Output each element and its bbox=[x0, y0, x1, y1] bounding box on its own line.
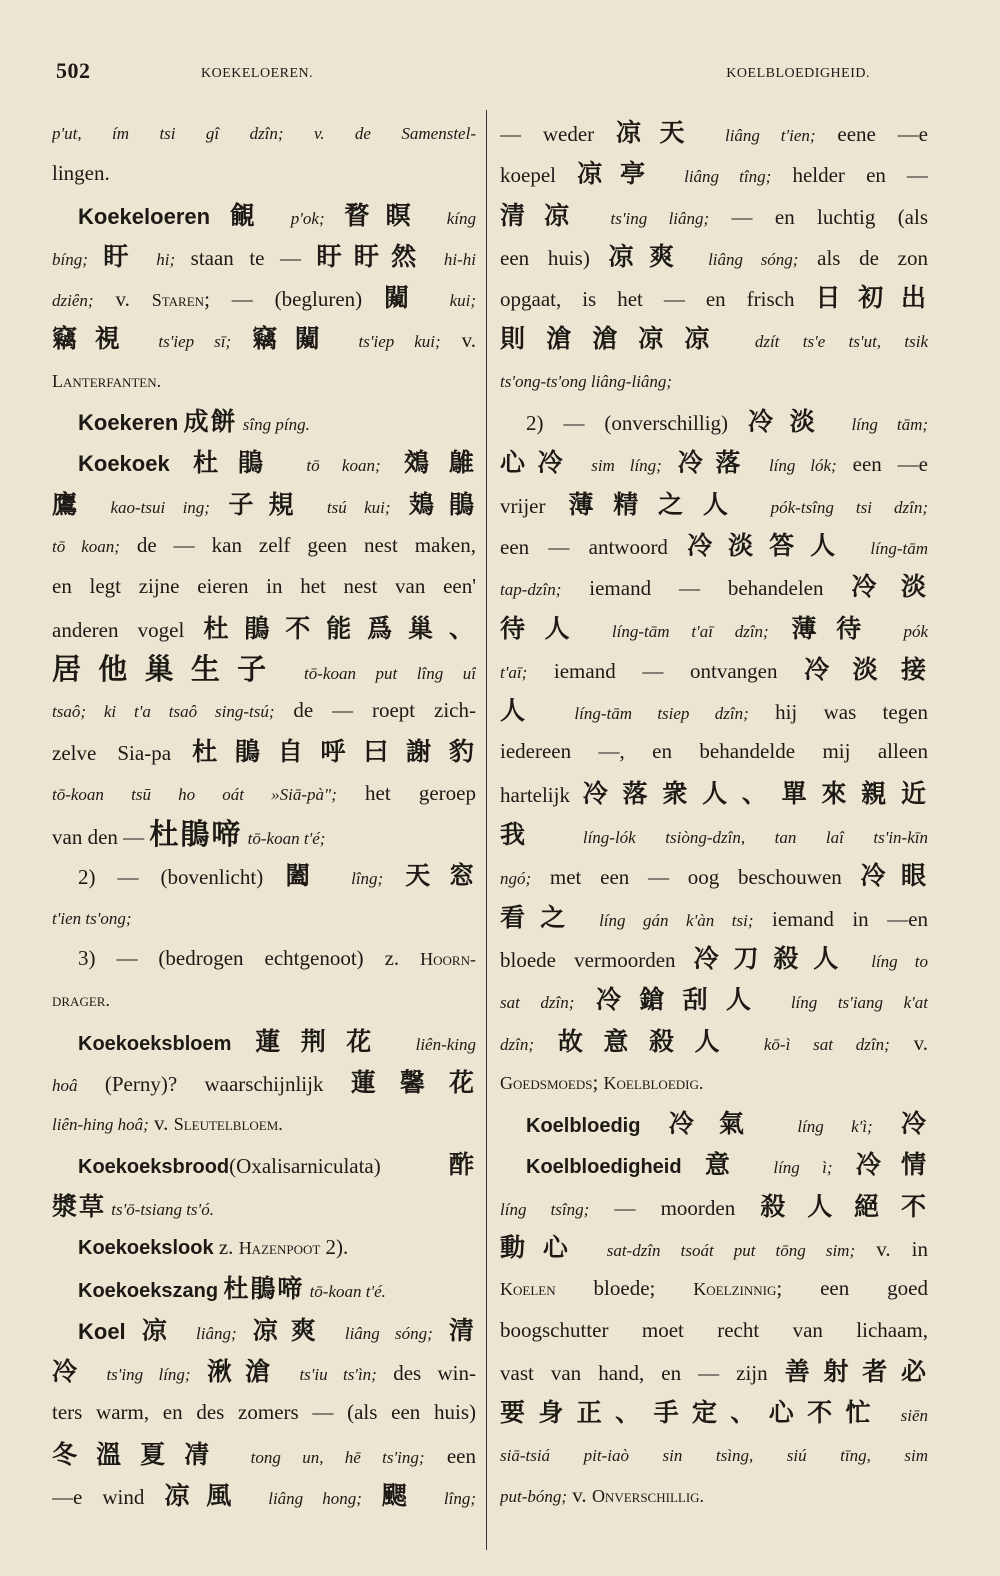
text-run: p'ut, ím tsi gî dzîn; v. de Samenstel- bbox=[52, 124, 476, 143]
text-run: liâng sóng; bbox=[344, 1323, 433, 1343]
text-run: ters warm, en des zomers — (als een huis) bbox=[52, 1400, 476, 1425]
text-line bbox=[52, 525, 476, 566]
text-line bbox=[500, 897, 928, 938]
text-run: een — antwoord bbox=[500, 534, 668, 559]
text-line bbox=[500, 442, 928, 483]
text-run: líng to bbox=[871, 951, 928, 971]
entry-koekeren bbox=[52, 401, 476, 442]
text-line bbox=[52, 236, 476, 277]
text-line bbox=[500, 979, 928, 1020]
text-run: Koelbloedig. bbox=[603, 1072, 704, 1093]
text-run: 天窓 bbox=[405, 861, 476, 891]
text-run: 闔 bbox=[285, 861, 330, 891]
text-run: kíng bbox=[446, 208, 476, 228]
text-line bbox=[52, 318, 476, 359]
text-run: liâng sóng; bbox=[708, 249, 799, 269]
text-run: líng ì; bbox=[773, 1158, 833, 1178]
entry-koekoek bbox=[52, 442, 476, 483]
text-run: 冷落衆人、單來親近 bbox=[569, 778, 928, 808]
text-line bbox=[52, 649, 476, 690]
text-line bbox=[500, 401, 928, 442]
text-run: met een — oog beschouwen bbox=[549, 865, 842, 890]
text-run: ngó; bbox=[500, 869, 532, 889]
text-run: Lanterfanten. bbox=[52, 370, 162, 391]
text-run: 冷 bbox=[52, 1356, 91, 1386]
text-run: een —e bbox=[852, 452, 928, 477]
text-line bbox=[500, 814, 928, 855]
text-run: kō-ì sat dzîn; bbox=[763, 1034, 890, 1054]
text-run: ts'iu ts'ìn; bbox=[299, 1364, 377, 1384]
text-run: 漿草 bbox=[52, 1191, 107, 1221]
text-run: bloede vermoorden bbox=[500, 947, 676, 972]
text-line bbox=[52, 1392, 476, 1433]
text-line bbox=[52, 897, 476, 938]
text-run: tō-koan tsū ho oát »Siā-pà"; bbox=[52, 784, 337, 804]
text-run: 居他巢生子 bbox=[52, 651, 284, 686]
text-run: boogschutter moet recht van lichaam, bbox=[500, 1317, 928, 1342]
entry-koekoekszang bbox=[52, 1268, 476, 1309]
text-line bbox=[500, 525, 928, 566]
entry-koekeloeren bbox=[52, 195, 476, 236]
text-run: 颸 bbox=[381, 1480, 424, 1510]
text-run: 瞀瞑 bbox=[344, 200, 428, 230]
text-run: 2) — (bovenlicht) bbox=[78, 865, 264, 890]
text-line bbox=[52, 1434, 476, 1475]
text-line bbox=[500, 1186, 928, 1227]
text-run: tong un, hē ts'ing; bbox=[250, 1447, 425, 1467]
text-run: t'ien ts'ong; bbox=[52, 908, 132, 928]
text-run: 冷鎗刮人 bbox=[595, 985, 770, 1015]
text-run: 凉 bbox=[141, 1315, 180, 1345]
text-run: kui; bbox=[449, 291, 476, 311]
text-run: liâng tîng; bbox=[684, 167, 772, 187]
text-line bbox=[500, 484, 928, 525]
text-line bbox=[500, 731, 928, 772]
text-run: 動心 bbox=[500, 1233, 586, 1263]
text-run: líng tsîng; bbox=[500, 1199, 590, 1219]
text-run: tsú kui; bbox=[326, 497, 391, 517]
right-running-title: KOELBLOEDIGHEID. bbox=[726, 66, 870, 81]
text-run: ts'ing liâng; bbox=[610, 208, 710, 228]
headword: Koekoeksbloem bbox=[78, 1032, 232, 1055]
text-run: 心冷 bbox=[500, 448, 576, 478]
text-run: 冷眼 bbox=[860, 861, 928, 891]
text-line bbox=[500, 1351, 928, 1392]
text-run: 冷淡 bbox=[748, 407, 832, 437]
text-run: ; een goed bbox=[776, 1276, 928, 1301]
text-run: siā-tsiá pit-iaò sin tsìng, siú tīng, sim bbox=[500, 1445, 928, 1465]
text-run: 冷刀殺人 bbox=[693, 943, 854, 973]
text-line bbox=[52, 566, 476, 607]
entry-koelbloedig bbox=[500, 1103, 928, 1144]
text-run: put-bóng; bbox=[500, 1486, 568, 1506]
headword: Koekoekszang bbox=[78, 1280, 219, 1303]
headword: Koekeren bbox=[78, 410, 179, 436]
text-line bbox=[500, 649, 928, 690]
text-run: siēn bbox=[900, 1406, 928, 1426]
text-run: 人 bbox=[500, 696, 549, 726]
text-run: líng lók; bbox=[768, 456, 837, 476]
text-run: sat dzîn; bbox=[500, 993, 575, 1013]
text-run: líng-tām t'aī dzîn; bbox=[611, 621, 769, 641]
text-line bbox=[52, 112, 476, 153]
text-run: 盱 bbox=[103, 241, 141, 271]
entry-koekoeksbrood bbox=[52, 1144, 476, 1185]
text-run: 清 bbox=[448, 1315, 476, 1345]
text-run: 凉風 bbox=[164, 1480, 249, 1510]
text-line bbox=[500, 277, 928, 318]
text-run: 杜鵑啼 bbox=[149, 817, 243, 852]
text-run: v. bbox=[154, 1111, 169, 1136]
text-run: líng tām; bbox=[851, 415, 928, 435]
headword: Koekoeksbrood bbox=[78, 1156, 230, 1179]
text-run: Onverschillig. bbox=[591, 1485, 705, 1506]
text-run: Goedsmoeds bbox=[500, 1072, 593, 1093]
text-run: kao-tsui ing; bbox=[110, 497, 210, 517]
text-line bbox=[500, 855, 928, 896]
entry-koel bbox=[52, 1310, 476, 1351]
text-run: líng gán k'àn tsi; bbox=[599, 910, 754, 930]
text-run: 子規 bbox=[228, 489, 309, 519]
text-run: hi-hi bbox=[443, 249, 476, 269]
text-run: 3) — (bedrogen echtgenoot) z. bbox=[78, 945, 400, 970]
text-run: een bbox=[446, 1443, 476, 1468]
text-run: 蓮馨花 bbox=[350, 1067, 476, 1097]
text-run: 薄精之人 bbox=[568, 489, 748, 519]
text-run: hij was tegen bbox=[775, 700, 928, 725]
text-line bbox=[52, 1351, 476, 1392]
text-line bbox=[500, 1227, 928, 1268]
text-run: — moorden bbox=[614, 1195, 736, 1220]
text-run: tō-koan t'é; bbox=[247, 829, 326, 849]
text-run: Koelen bbox=[500, 1279, 556, 1300]
left-running-title: KOEKELOEREN. bbox=[201, 66, 314, 81]
text-run: t'aī; bbox=[500, 662, 528, 682]
text-run: liâng; bbox=[196, 1323, 237, 1343]
text-run: 鷹 bbox=[52, 489, 93, 519]
text-line bbox=[52, 855, 476, 896]
text-run: ts'ō-tsiang ts'ó. bbox=[111, 1199, 214, 1219]
text-run: —e wind bbox=[52, 1484, 145, 1509]
text-run: tō-koan t'é. bbox=[309, 1282, 386, 1302]
text-run: 凉天 bbox=[615, 118, 704, 147]
text-run: 冷 bbox=[901, 1109, 928, 1139]
text-run: v. bbox=[461, 328, 476, 353]
text-run: ts'iep sī; bbox=[158, 332, 232, 352]
text-run: 薄待 bbox=[791, 613, 881, 643]
text-run: ts'ong-ts'ong liâng-liâng; bbox=[500, 371, 673, 391]
text-line bbox=[52, 773, 476, 814]
text-run: tō-koan put lîng uî bbox=[304, 663, 476, 683]
text-line bbox=[500, 1475, 928, 1516]
text-line bbox=[52, 277, 476, 318]
text-line bbox=[52, 731, 476, 772]
text-line bbox=[52, 153, 476, 194]
text-run: vast van hand, en — zijn bbox=[500, 1360, 768, 1385]
text-run: liâng hong; bbox=[268, 1488, 362, 1508]
text-run: als de zon bbox=[817, 245, 928, 270]
text-run: helder en — bbox=[792, 163, 928, 188]
text-run: 冷淡答人 bbox=[687, 530, 852, 560]
text-run: ts'ing líng; bbox=[106, 1364, 191, 1384]
text-line bbox=[52, 938, 476, 979]
text-run: líng-tām bbox=[870, 538, 928, 558]
text-run: vrijer bbox=[500, 493, 546, 518]
text-line bbox=[500, 360, 928, 401]
text-line bbox=[500, 318, 928, 359]
text-run: tsaô; ki t'a tsaô sing-tsú; bbox=[52, 702, 275, 722]
text-run: ; — (begluren) bbox=[204, 287, 363, 312]
text-line bbox=[500, 938, 928, 979]
headword: Koekoekslook bbox=[78, 1237, 214, 1260]
text-run: — en luchtig (als bbox=[731, 204, 928, 229]
text-line bbox=[500, 1434, 928, 1475]
text-line bbox=[500, 1021, 928, 1062]
text-line bbox=[52, 979, 476, 1020]
text-run: 竊闚 bbox=[252, 324, 338, 354]
text-run: iedereen —, en behandelde mij alleen bbox=[500, 739, 928, 764]
text-run: 湫滄 bbox=[206, 1356, 284, 1386]
text-run: 杜鵑啼 bbox=[223, 1274, 305, 1304]
text-run: 冷情 bbox=[855, 1150, 928, 1180]
text-run: (Perny)? waarschijnlijk bbox=[104, 1071, 324, 1096]
text-run: 闚 bbox=[384, 283, 428, 313]
text-run: líng ts'iang k'at bbox=[790, 993, 928, 1013]
text-run: zelve Sia-pa bbox=[52, 741, 172, 766]
text-run: hartelijk bbox=[500, 782, 570, 807]
text-run: staan te — bbox=[190, 245, 302, 270]
text-run: 意 bbox=[704, 1150, 751, 1180]
text-run: sim líng; bbox=[591, 456, 662, 476]
text-run: sat-dzîn tsoát put tōng sim; bbox=[606, 1241, 856, 1261]
text-run: 凉爽 bbox=[608, 241, 690, 271]
text-run: dzít ts'e ts'ut, tsik bbox=[754, 332, 928, 352]
text-run: bíng; bbox=[52, 249, 88, 269]
text-run: Sleutelbloem. bbox=[173, 1114, 283, 1135]
text-run: 凉亭 bbox=[577, 159, 663, 189]
text-line bbox=[500, 608, 928, 649]
text-run: lîng; bbox=[351, 869, 384, 889]
text-run: 故意殺人 bbox=[557, 1026, 741, 1056]
text-run: 要身正、手定、心不忙 bbox=[500, 1398, 884, 1428]
entry-koekoeksbloem bbox=[52, 1021, 476, 1062]
text-run: dzîn; bbox=[500, 1034, 534, 1054]
text-run: sîng píng. bbox=[242, 415, 310, 435]
text-run: 日初出 bbox=[815, 283, 928, 313]
text-run: Koelzinnig bbox=[693, 1279, 777, 1300]
left-column bbox=[52, 112, 476, 1552]
text-run: 冬溫夏凊 bbox=[52, 1439, 229, 1469]
text-run: tō koan; bbox=[52, 536, 120, 556]
text-run: 竊視 bbox=[52, 324, 138, 354]
text-run: — weder bbox=[500, 122, 595, 146]
text-run: opgaat, is het — en frisch bbox=[500, 287, 795, 312]
text-run: líng-lók tsiòng-dzîn, tan laî ts'in-kīn bbox=[582, 828, 928, 848]
text-run: een huis) bbox=[500, 245, 590, 270]
text-line bbox=[52, 360, 476, 401]
text-run: 杜鵑 bbox=[193, 448, 284, 478]
text-line bbox=[500, 153, 928, 194]
text-run: van den — bbox=[52, 825, 145, 850]
text-run: hoâ bbox=[52, 1075, 78, 1095]
text-line bbox=[52, 1186, 476, 1227]
text-line bbox=[500, 195, 928, 236]
text-run: iemand in —en bbox=[772, 906, 928, 931]
text-line bbox=[500, 236, 928, 277]
text-run: 冷落 bbox=[677, 448, 754, 478]
text-run: 看之 bbox=[500, 902, 581, 932]
text-line bbox=[500, 1392, 928, 1433]
text-line bbox=[500, 1310, 928, 1351]
text-run: 待人 bbox=[500, 613, 590, 643]
text-run: de — roept zich- bbox=[293, 698, 476, 723]
text-run: v. bbox=[115, 287, 130, 312]
text-line bbox=[500, 112, 928, 153]
text-run: v. bbox=[913, 1030, 928, 1055]
text-run: (Oxalisarniculata) bbox=[229, 1154, 381, 1179]
headword: Koekoek bbox=[78, 451, 170, 477]
text-line bbox=[52, 1475, 476, 1516]
text-line bbox=[500, 690, 928, 731]
text-run: 則滄滄凉凉 bbox=[500, 324, 731, 354]
text-line bbox=[52, 690, 476, 731]
text-run: 杜鵑自呼曰謝豹 bbox=[192, 737, 476, 767]
text-run: liên-hing hoâ; bbox=[52, 1115, 149, 1135]
text-run: 2) — (onverschillig) bbox=[526, 411, 729, 436]
text-run: eene —e bbox=[837, 122, 928, 146]
running-header bbox=[56, 58, 930, 98]
headword: Koelbloedigheid bbox=[526, 1156, 682, 1179]
text-run: pók bbox=[903, 621, 928, 641]
text-run: liên-king bbox=[415, 1034, 476, 1054]
entry-koekoekslook bbox=[52, 1227, 476, 1268]
text-run: 凉爽 bbox=[252, 1315, 329, 1345]
text-run: des win- bbox=[393, 1360, 476, 1385]
text-line bbox=[52, 608, 476, 649]
text-line bbox=[500, 1268, 928, 1309]
text-run: de — kan zelf geen nest maken, bbox=[136, 532, 476, 557]
headword: Koelbloedig bbox=[526, 1115, 641, 1138]
text-run: 盱盱然 bbox=[316, 241, 429, 271]
text-run: 杜鵑不能爲巢、 bbox=[203, 613, 476, 643]
text-run: liâng t'ien; bbox=[724, 126, 816, 145]
text-run: iemand — behandelen bbox=[589, 576, 824, 601]
text-run: líng-tām tsiep dzîn; bbox=[574, 704, 749, 724]
text-run: koepel bbox=[500, 163, 556, 188]
text-line bbox=[500, 566, 928, 607]
text-run: bloede; bbox=[593, 1276, 656, 1301]
text-run: 冷氣 bbox=[668, 1109, 769, 1139]
page-number: 502 bbox=[56, 58, 91, 83]
entry-koelbloedigheid bbox=[500, 1144, 928, 1185]
text-run: tap-dzîn; bbox=[500, 580, 562, 600]
text-run: 冷淡接 bbox=[804, 654, 928, 684]
text-run: lîng; bbox=[443, 1488, 476, 1508]
text-run: 我 bbox=[500, 820, 553, 850]
text-run: het geroep bbox=[365, 780, 476, 805]
text-run: líng k'ì; bbox=[797, 1117, 873, 1137]
text-run: 殺人絕不 bbox=[760, 1191, 928, 1221]
headword: Koekeloeren bbox=[78, 203, 211, 229]
text-run: lingen. bbox=[52, 161, 110, 186]
text-run: 鳷鵑 bbox=[408, 489, 476, 519]
text-run: 成餅 bbox=[183, 407, 238, 437]
text-run: v. in bbox=[876, 1237, 928, 1262]
text-run: z. bbox=[218, 1235, 234, 1260]
text-run: ts'iep kui; bbox=[358, 332, 441, 352]
text-run: 覦 bbox=[229, 200, 272, 230]
text-run: 鵁鵻 bbox=[403, 448, 476, 478]
text-run: 清凉 bbox=[500, 200, 589, 230]
right-column bbox=[500, 112, 928, 1552]
text-line bbox=[500, 773, 928, 814]
text-run: dziên; bbox=[52, 291, 94, 311]
text-run: p'ok; bbox=[290, 208, 325, 228]
text-run: Hazenpoot bbox=[238, 1238, 321, 1259]
text-line bbox=[52, 484, 476, 525]
text-run: 2). bbox=[325, 1235, 349, 1260]
text-run: Staren bbox=[151, 290, 205, 311]
text-line bbox=[52, 1062, 476, 1103]
text-run: 蓮荆花 bbox=[255, 1026, 392, 1056]
text-run: iemand — ontvangen bbox=[553, 658, 778, 683]
text-run: pók-tsîng tsi dzîn; bbox=[770, 497, 928, 517]
text-run: 冷淡 bbox=[851, 572, 928, 602]
text-run: 酢 bbox=[380, 1150, 476, 1180]
text-run: hi; bbox=[156, 249, 176, 269]
text-line bbox=[52, 1103, 476, 1144]
text-line bbox=[52, 814, 476, 855]
headword: Koel bbox=[78, 1318, 126, 1344]
text-run: Hoorn- bbox=[420, 948, 476, 969]
column-divider bbox=[486, 110, 487, 1550]
text-run: anderen vogel bbox=[52, 617, 185, 642]
text-run: 善射者必 bbox=[784, 1356, 928, 1386]
text-run: en legt zijne eieren in het nest van een' bbox=[52, 574, 476, 599]
text-run: drager. bbox=[52, 990, 110, 1011]
text-line bbox=[500, 1062, 928, 1103]
text-run: v. bbox=[572, 1482, 587, 1507]
text-run: ; bbox=[592, 1069, 604, 1094]
text-run: tō koan; bbox=[306, 456, 381, 476]
